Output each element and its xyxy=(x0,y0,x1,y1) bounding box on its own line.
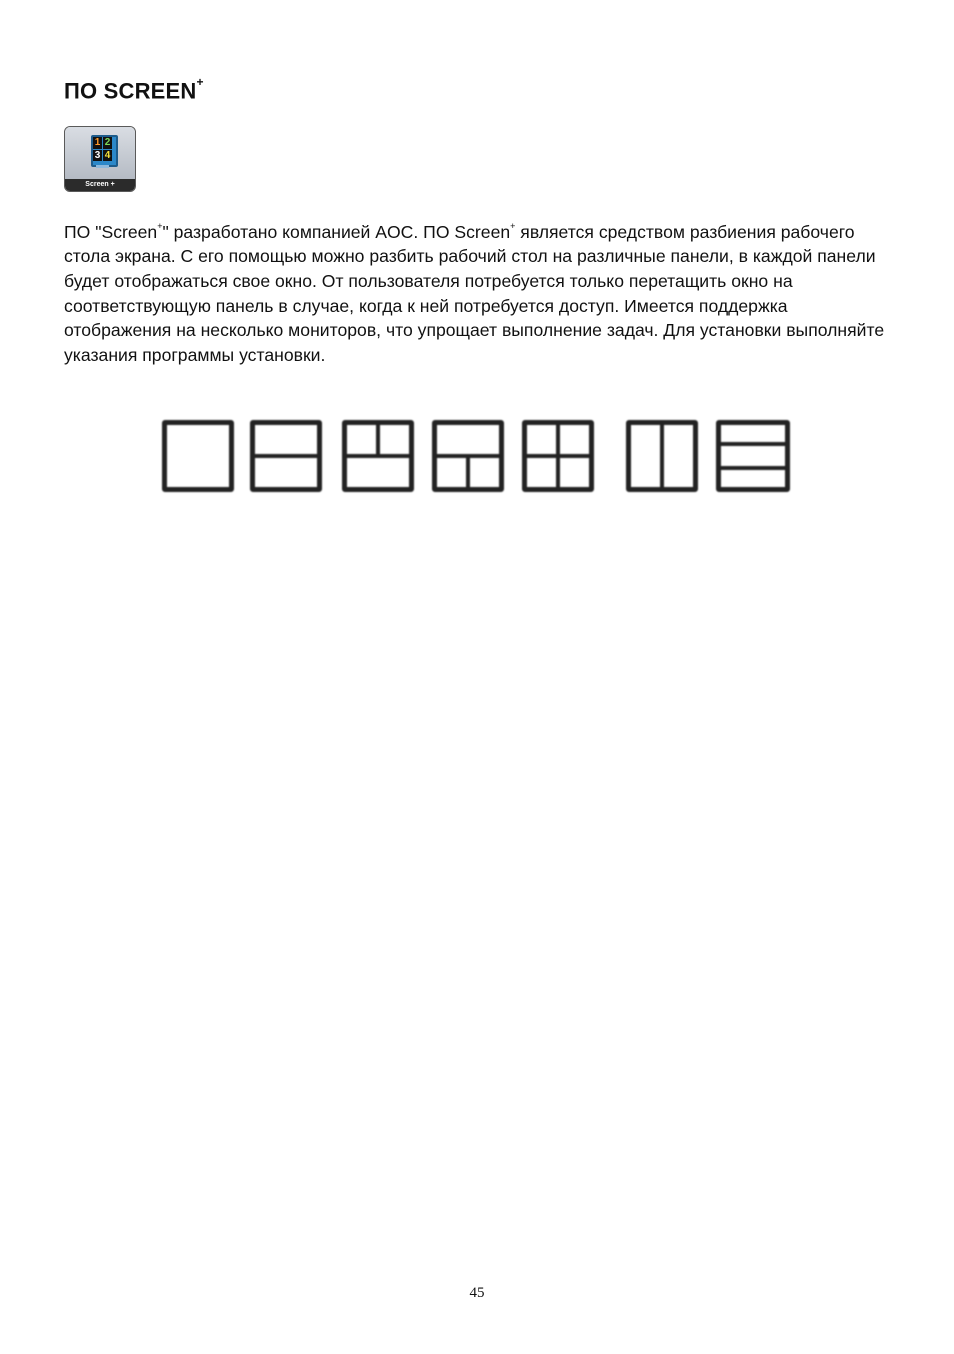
icon-digit-4: 4 xyxy=(104,149,111,161)
icon-digit-3: 3 xyxy=(94,149,101,161)
icon-label: Screen + xyxy=(65,179,135,191)
page-title xyxy=(64,72,204,105)
icon-digit-1: 1 xyxy=(94,137,101,148)
layout-divider xyxy=(660,425,664,487)
layout-divider xyxy=(556,425,560,487)
icon-grid xyxy=(93,137,112,161)
layout-divider xyxy=(255,454,317,458)
monitor-stand xyxy=(96,165,109,168)
paragraph-sup-1: + xyxy=(157,221,163,231)
paragraph-part-3: является средством разбиения рабочего стола экрана. С его помощью можно разбить рабочий стол на различные панели, в каждой панели будет отображаться свое окно. От пользователя потребуется только перетащить окно на соответствующую панель в случае, когда к ней потребуется доступ. Имеется поддержка отображения на несколько мониторов, что упрощает выполнение задач. Для установки выполняйте указания программы установки. xyxy=(64,221,885,365)
page-title-superscript: + xyxy=(196,75,204,89)
paragraph-part-1: ПО "Screen xyxy=(64,221,158,242)
two-horizontal-panels-layout-icon xyxy=(250,420,322,492)
page-number: 45 xyxy=(469,1285,485,1301)
three-horizontal-panels-layout-icon xyxy=(716,420,790,492)
page-title-text: ПО SCREEN xyxy=(64,78,197,104)
three-panels-bottom-split-layout-icon xyxy=(432,420,504,492)
screen-plus-app-icon xyxy=(64,126,136,192)
layout-icons-row xyxy=(162,420,792,492)
icon-digit-2: 2 xyxy=(104,137,111,148)
layout-divider xyxy=(466,456,470,487)
two-vertical-panels-layout-icon xyxy=(626,420,698,492)
paragraph-part-2: " разработано компанией AOC. ПО Screen xyxy=(162,221,511,242)
three-panels-top-split-layout-icon xyxy=(342,420,414,492)
paragraph-sup-2: + xyxy=(510,221,516,231)
layout-divider xyxy=(376,425,380,456)
four-panels-layout-icon xyxy=(522,420,594,492)
layout-divider xyxy=(721,466,785,470)
layout-divider xyxy=(721,442,785,446)
single-panel-layout-icon xyxy=(162,420,234,492)
description-paragraph xyxy=(64,216,894,367)
